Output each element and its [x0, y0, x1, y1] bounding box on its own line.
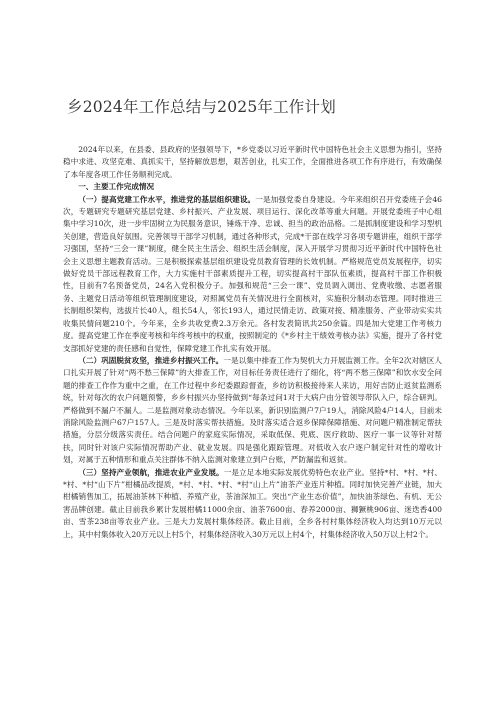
paragraph-lead: （一）提高党建工作水平，推进党的基层组织建设。 [78, 194, 256, 204]
section-heading: 一、主要工作完成情况 [78, 182, 155, 192]
intro-paragraph: 2024年以来，在县委、县政府的坚强领导下，*乡党委以习近平新时代中国特色社会主义思想为指引，坚持稳中求进、攻坚克难、真抓实干，坚持解放思想，艰苦创业，扎实工作，全面推进各项工作有序进行，有效确保了本年度各项工作任务顺利完成。 [63, 145, 442, 179]
document-body [63, 144, 442, 541]
paragraph-text: 一是加强党委自身建设。今年来组织召开党委班子会46次，专题研究专题研究基层党建、乡村振兴、产业发展、项目运行、深化改革等重大问题。开展党委班子中心组集中学习10次，进一步牢固树立为民服务意识，锤炼干净、忠诚、担当的政治品格。二是抓制度建设和学习型机关创建，营造良好氛围。完善领导干部学习机制，通过各种形式，完成*干部在线学习各项专题讲座，组织干部学习强国，坚持“三会一课”制度，健全民主生活会、组织生活会制度，深入开展学习贯彻习近平新时代中国特色社会主义思想主题教育活动。三是积极探索基层组织建设党员教育管理的长效机制。严格规范党员发展程序，切实做好党员干部远程教育工作，大力实施村干部素质提升工程，切实提高村干部队伍素质，提高村干部工作积极性，目前有7名预备党员，24名入党积极分子。加强和规范“三会一课”、党员调入调出、党费收缴、志愿者服务、主题党日活动等组织管理制度建设，对照属党员有关情况进行全面核对，实施积分制动态管理。同时推进三长制组织架构，选拔片长40人，组长54人，邻长193人，通过民情走访、政策对接、精准服务、产业带动实实共收集民情问题210个。今年来，全乡共收党费2.3万余元。各村发表简讯共250余篇。四是加大党建工作考核力度。提高党建工作在季度考核和年终考核中的权重，按照制定的《*乡村主干绩效考核办法》实施，提升了各村党支部抓好党建的责任感和自觉性，保障党建工作扎实有效开展。 [63, 194, 442, 353]
paragraph-agriculture [63, 467, 442, 541]
paragraph-lead: （二）巩固脱贫攻坚，推进乡村振兴工作。 [78, 355, 224, 365]
document-title: 乡2024年工作总结与2025年工作计划 [67, 98, 336, 116]
paragraph-text: 一是以集中排查工作为契机大力开展监测工作。全年2次对辖区人口扎实开展了针对“两不愁三保障”的大排查工作，对目标任务责任进行了细化，将“两不愁三保障”和饮水安全问题的排查工作作为重中之重，在工作过程中乡纪委跟踪督查，乡纺访积极接待来人来访，用好吉防止返贫监测系统，针对每次的农户问题预警，乡乡村振兴办坚持做到“每条过问1对于大病户由分管领导带队入户，综合研判。严格做到不漏户不漏人。二是监测对象动态情况。今年以来，新识别监测户7户19人，消除风险4户14人，目前未消除风险监测户67户157人。三是及时落实帮扶措施。及时落实适合返乡保障保障措施、对问题户精准制定帮扶措施，分层分级落实责任。结合问题户的家庭实际情况，采取低保、兜底、医疗救助、医疗一事一议等针对帮扶，同时针对该户实际情况帮助产业、就业发展。四是强化跟踪管理。对低收入农户逐户制定针对性的增收计划，对属于五种情形和重点关注群体不纳入监测对象建立到户台账，严防漏监和返贫。 [63, 355, 443, 465]
paragraph-party-building [63, 194, 442, 355]
paragraph-lead: （三）坚持产业领航，推进农业产业发展。 [78, 467, 224, 477]
paragraph-text: 一是立足本地实际发展优势特色农业产业。坚持*村、*村、*村、*村、*村“山下片”柑橘品改提质，*村、*村、*村、*村“山上片”油茶产业连片种植。同时加快完善产业链，加大柑橘销售加工，拓展油茶林下种植、养殖产业，茶油深加工。突出“产业生态价值”，加快油茶绿色、有机、无公害品牌创建。截止目前我乡累计发展柑橘11000余亩、油茶7600亩、春养2000亩、狮獗桃906亩、迷迭香400亩、雪茶238亩等农业产业。三是大力发展村集体经济。截止目前，全乡各村村集体经济收入均达到10万元以上，其中村集体收入20万元以上村5个，村集体经济收入30万元以上村4个，村集体经济收入50万以上村2个。 [63, 467, 443, 539]
paragraph-rural-revitalization [63, 355, 442, 467]
